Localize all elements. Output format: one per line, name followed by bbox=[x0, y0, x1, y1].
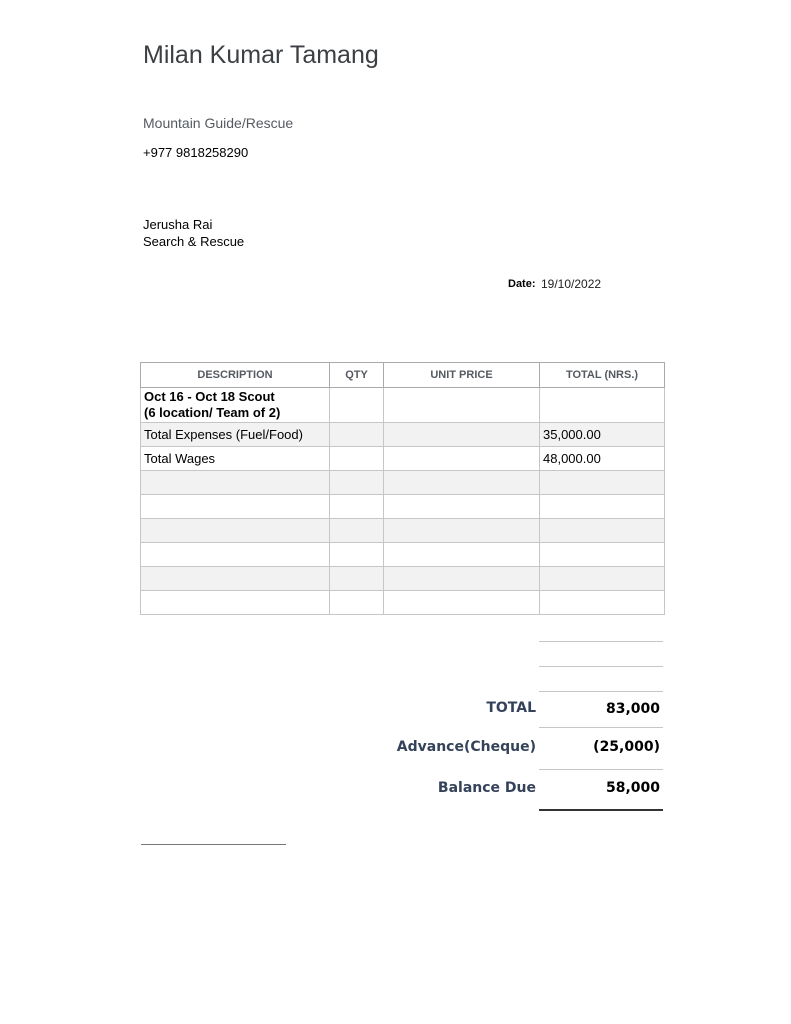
cell-total bbox=[540, 519, 665, 543]
cell-qty bbox=[330, 388, 384, 423]
cell-unit-price bbox=[384, 567, 540, 591]
table-row bbox=[141, 447, 665, 471]
summary-divider bbox=[539, 691, 663, 692]
total-value: 83,000 bbox=[605, 701, 660, 717]
header-qty: QTY bbox=[330, 363, 384, 388]
cell-total bbox=[540, 388, 665, 423]
description-line2: (6 location/ Team of 2) bbox=[144, 405, 281, 420]
table-row bbox=[141, 471, 665, 495]
table-row bbox=[141, 519, 665, 543]
table-header-row bbox=[141, 363, 665, 388]
summary-divider bbox=[539, 666, 663, 667]
date-label: Date: bbox=[508, 278, 536, 290]
header-description: DESCRIPTION bbox=[141, 363, 330, 388]
advance-label: Advance(Cheque) bbox=[396, 739, 536, 755]
sender-title: Mountain Guide/Rescue bbox=[143, 115, 294, 131]
summary-divider bbox=[539, 641, 663, 642]
cell-unit-price bbox=[384, 471, 540, 495]
cell-description: Total Wages bbox=[141, 447, 330, 471]
cell-qty bbox=[330, 591, 384, 615]
signature-line bbox=[141, 844, 286, 845]
sender-name: Milan Kumar Tamang bbox=[143, 41, 379, 69]
table-row bbox=[141, 567, 665, 591]
recipient-organization: Search & Rescue bbox=[143, 234, 245, 249]
summary-divider bbox=[539, 727, 663, 728]
cell-qty bbox=[330, 447, 384, 471]
cell-total bbox=[540, 543, 665, 567]
balance-due-label: Balance Due bbox=[437, 780, 536, 796]
cell-description bbox=[141, 567, 330, 591]
cell-qty bbox=[330, 471, 384, 495]
cell-total bbox=[540, 495, 665, 519]
cell-unit-price bbox=[384, 543, 540, 567]
date-value: 19/10/2022 bbox=[541, 277, 602, 291]
cell-qty bbox=[330, 519, 384, 543]
table-row bbox=[141, 388, 665, 423]
cell-description bbox=[141, 471, 330, 495]
advance-value: (25,000) bbox=[593, 739, 660, 755]
cell-description bbox=[141, 543, 330, 567]
cell-unit-price bbox=[384, 495, 540, 519]
cell-description bbox=[141, 495, 330, 519]
cell-total: 48,000.00 bbox=[540, 447, 665, 471]
invoice-table bbox=[140, 362, 665, 615]
balance-underline bbox=[539, 809, 663, 811]
table-row bbox=[141, 591, 665, 615]
cell-qty bbox=[330, 423, 384, 447]
cell-total bbox=[540, 591, 665, 615]
table-row bbox=[141, 423, 665, 447]
recipient-name: Jerusha Rai bbox=[143, 217, 213, 232]
cell-unit-price bbox=[384, 447, 540, 471]
recipient-block bbox=[143, 216, 244, 250]
cell-unit-price bbox=[384, 388, 540, 423]
cell-unit-price bbox=[384, 423, 540, 447]
sender-phone: +977 9818258290 bbox=[143, 145, 249, 160]
cell-unit-price bbox=[384, 591, 540, 615]
cell-total bbox=[540, 567, 665, 591]
total-label: TOTAL bbox=[486, 700, 536, 716]
cell-qty bbox=[330, 567, 384, 591]
balance-due-value: 58,000 bbox=[605, 780, 660, 796]
cell-description bbox=[141, 388, 330, 423]
table-row bbox=[141, 495, 665, 519]
description-line1: Oct 16 - Oct 18 Scout bbox=[144, 389, 275, 404]
cell-qty bbox=[330, 495, 384, 519]
cell-description: Total Expenses (Fuel/Food) bbox=[141, 423, 330, 447]
header-total: TOTAL (NRS.) bbox=[540, 363, 665, 388]
cell-description bbox=[141, 591, 330, 615]
cell-qty bbox=[330, 543, 384, 567]
cell-total: 35,000.00 bbox=[540, 423, 665, 447]
summary-divider bbox=[539, 769, 663, 770]
cell-unit-price bbox=[384, 519, 540, 543]
table-row bbox=[141, 543, 665, 567]
cell-total bbox=[540, 471, 665, 495]
header-unit-price: UNIT PRICE bbox=[384, 363, 540, 388]
cell-description bbox=[141, 519, 330, 543]
